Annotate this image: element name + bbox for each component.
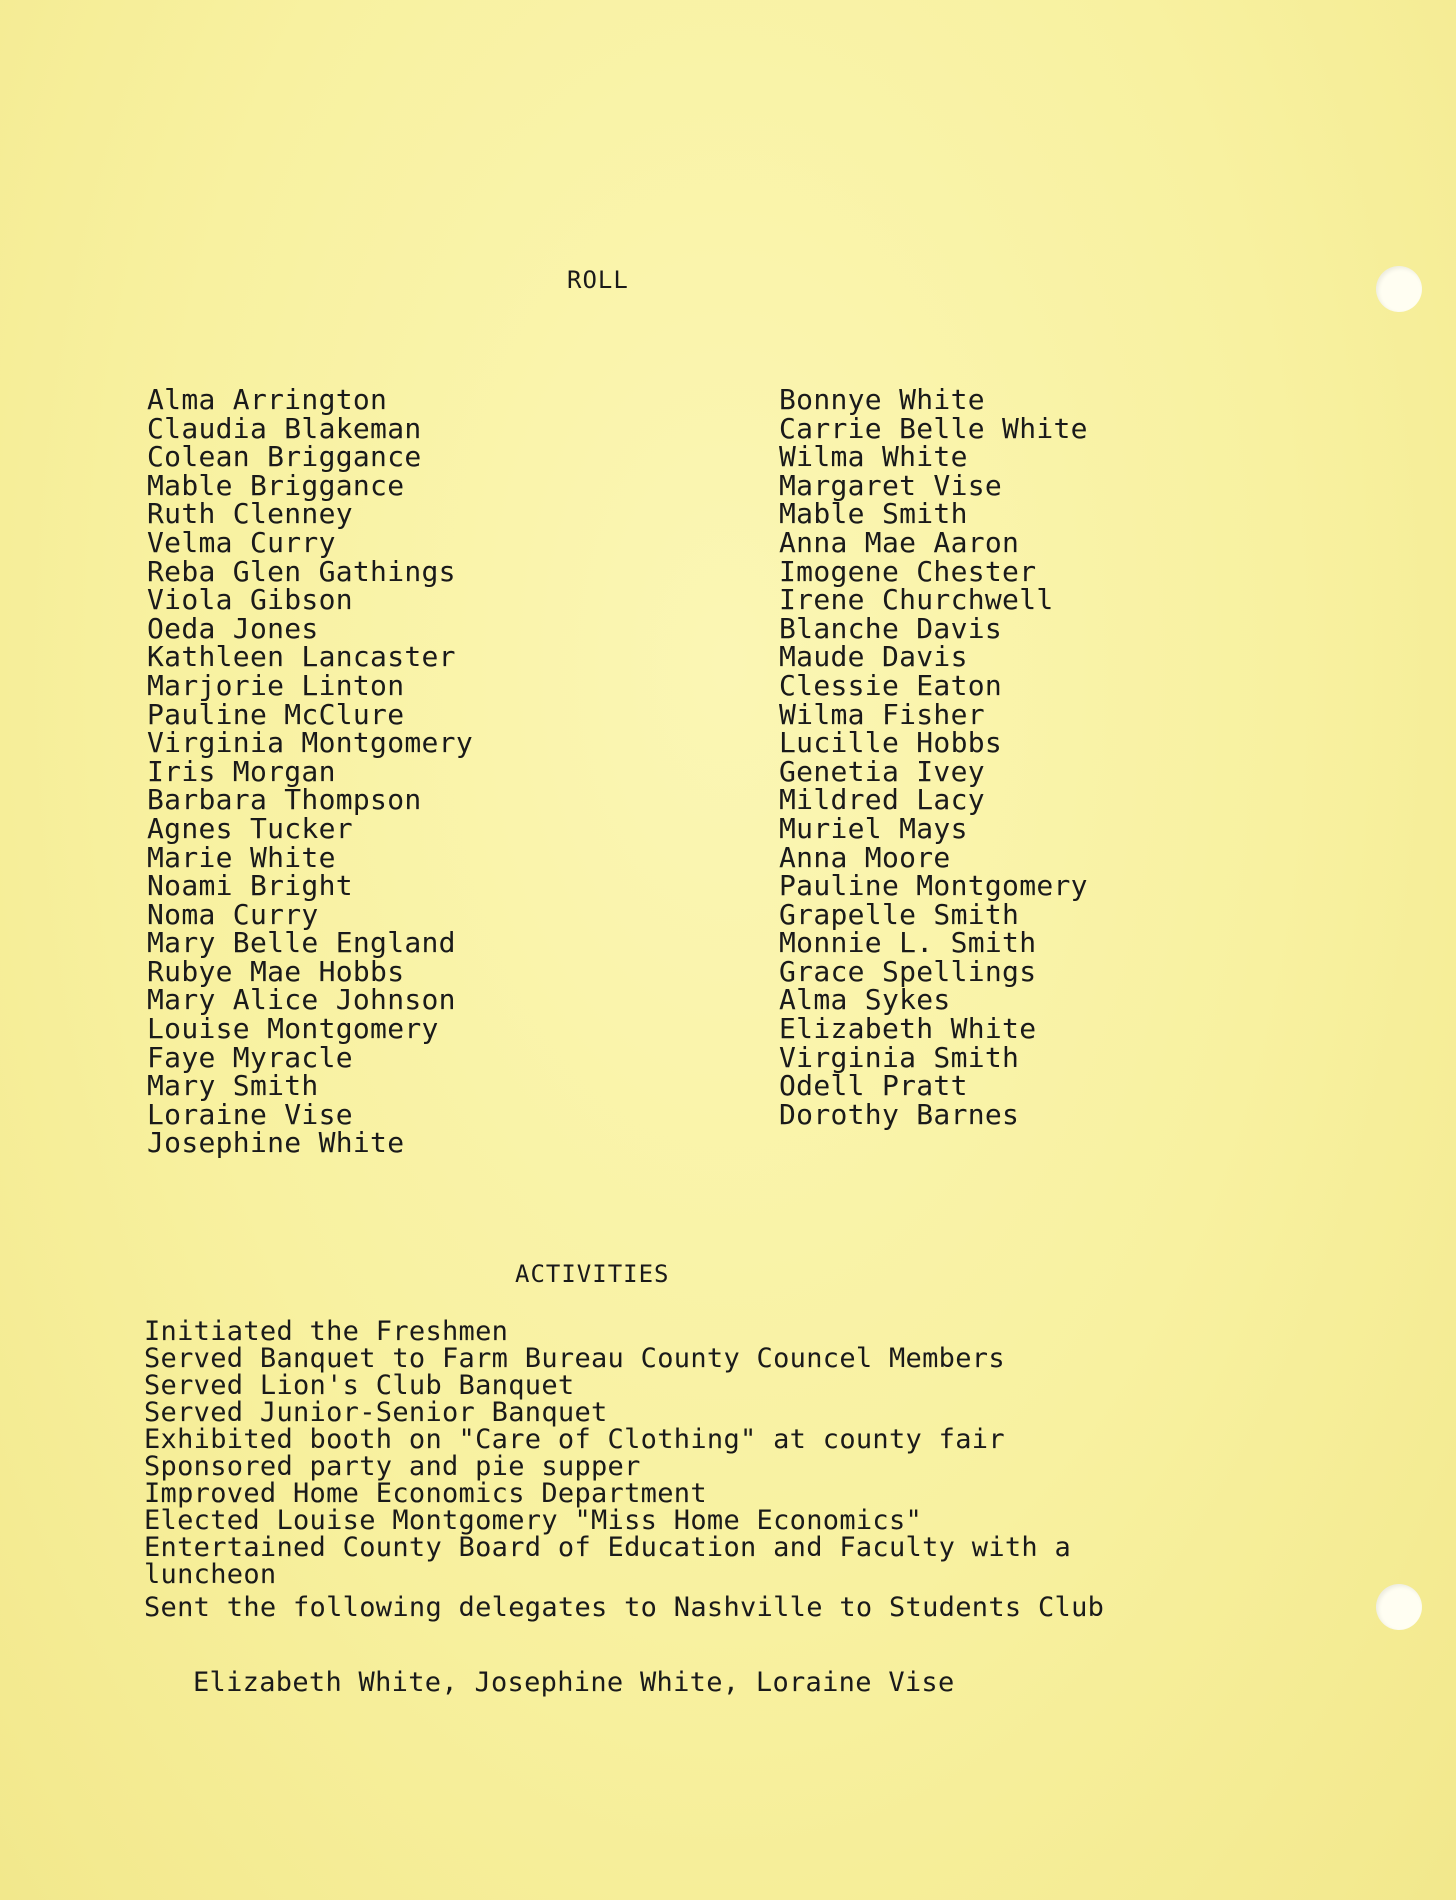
roll-member-name: Anna Moore	[779, 840, 951, 874]
roll-member-name: Maude Davis	[779, 640, 968, 674]
roll-member-name: Grace Spellings	[779, 954, 1037, 988]
roll-member-name: Mildred Lacy	[779, 783, 985, 817]
roll-member-name: Monnie L. Smith	[779, 926, 1037, 960]
roll-member-name: Anna Mae Aaron	[779, 525, 1020, 559]
roll-member-name: Imogene Chester	[779, 554, 1037, 588]
roll-member-name: Rubye Mae Hobbs	[147, 954, 405, 988]
roll-member-name: Reba Glen Gathings	[147, 554, 456, 588]
roll-member-name: Muriel Mays	[779, 811, 968, 845]
roll-member-name: Marjorie Linton	[147, 668, 405, 702]
roll-member-name: Pauline McClure	[147, 697, 405, 731]
roll-member-name: Dorothy Barnes	[779, 1097, 1020, 1131]
activity-item: Sponsored party and pie supper	[144, 1451, 641, 1482]
roll-member-name: Grapelle Smith	[779, 897, 1020, 931]
roll-member-name: Noma Curry	[147, 897, 319, 931]
roll-member-name: Lucille Hobbs	[779, 726, 1003, 760]
roll-member-name: Virginia Smith	[779, 1040, 1020, 1074]
roll-heading: ROLL	[567, 266, 629, 294]
roll-member-name: Kathleen Lancaster	[147, 640, 456, 674]
roll-member-name: Oeda Jones	[147, 611, 319, 645]
roll-member-name: Loraine Vise	[147, 1097, 353, 1131]
roll-member-name: Noami Bright	[147, 869, 353, 903]
activity-item: Exhibited booth on "Care of Clothing" at county fair	[144, 1424, 1005, 1455]
roll-member-name: Odell Pratt	[779, 1069, 968, 1103]
roll-member-name: Pauline Montgomery	[779, 869, 1088, 903]
activity-item: Sent the following delegates to Nashville to Students Club	[144, 1592, 1105, 1623]
roll-member-name: Velma Curry	[147, 525, 336, 559]
activities-heading: ACTIVITIES	[515, 1260, 670, 1288]
roll-member-name: Louise Montgomery	[147, 1012, 439, 1046]
punch-hole-top	[1376, 266, 1422, 312]
roll-member-name: Ruth Clenney	[147, 497, 353, 531]
roll-member-name: Margaret Vise	[779, 468, 1003, 502]
roll-left-column	[147, 383, 473, 1160]
roll-member-name: Mable Briggance	[147, 468, 405, 502]
roll-member-name: Mary Belle England	[147, 926, 456, 960]
roll-member-name: Mable Smith	[779, 497, 968, 531]
roll-member-name: Clessie Eaton	[779, 668, 1003, 702]
roll-member-name: Wilma Fisher	[779, 697, 985, 731]
roll-member-name: Iris Morgan	[147, 754, 336, 788]
roll-member-name: Mary Alice Johnson	[147, 983, 456, 1017]
roll-member-name: Barbara Thompson	[147, 783, 422, 817]
roll-member-name: Viola Gibson	[147, 583, 353, 617]
roll-member-name: Faye Myracle	[147, 1040, 353, 1074]
roll-member-name: Carrie Belle White	[779, 411, 1088, 445]
roll-member-name: Alma Sykes	[779, 983, 951, 1017]
activity-item: Improved Home Economics Department	[144, 1478, 707, 1509]
activity-item: Initiated the Freshmen	[144, 1316, 509, 1347]
roll-member-name: Wilma White	[779, 440, 968, 474]
roll-member-name: Claudia Blakeman	[147, 411, 422, 445]
roll-member-name: Elizabeth White	[779, 1012, 1037, 1046]
activity-item: Served Banquet to Farm Bureau County Councel Members	[144, 1343, 1005, 1374]
roll-member-name: Bonnye White	[779, 383, 985, 416]
roll-member-name: Colean Briggance	[147, 440, 422, 474]
roll-member-name: Irene Churchwell	[779, 583, 1054, 617]
roll-member-name: Agnes Tucker	[147, 811, 353, 845]
activity-item: Elected Louise Montgomery "Miss Home Economics"	[144, 1505, 923, 1536]
punch-hole-bottom	[1376, 1584, 1422, 1630]
roll-member-name: Virginia Montgomery	[147, 726, 473, 760]
roll-member-name: Blanche Davis	[779, 611, 1003, 645]
roll-member-name: Genetia Ivey	[779, 754, 985, 788]
activity-item: Served Junior-Senior Banquet	[144, 1397, 608, 1428]
activity-item: Entertained County Board of Education and Faculty with a luncheon	[144, 1532, 1072, 1590]
roll-member-name: Mary Smith	[147, 1069, 319, 1103]
delegates-line: Elizabeth White, Josephine White, Loraine Vise	[193, 1667, 955, 1698]
roll-right-column	[779, 383, 1088, 1131]
activity-item: Served Lion's Club Banquet	[144, 1370, 575, 1401]
roll-member-name: Josephine White	[147, 1126, 405, 1160]
roll-member-name: Marie White	[147, 840, 336, 874]
activities-list	[144, 1318, 1144, 1621]
roll-member-name: Alma Arrington	[147, 383, 388, 416]
